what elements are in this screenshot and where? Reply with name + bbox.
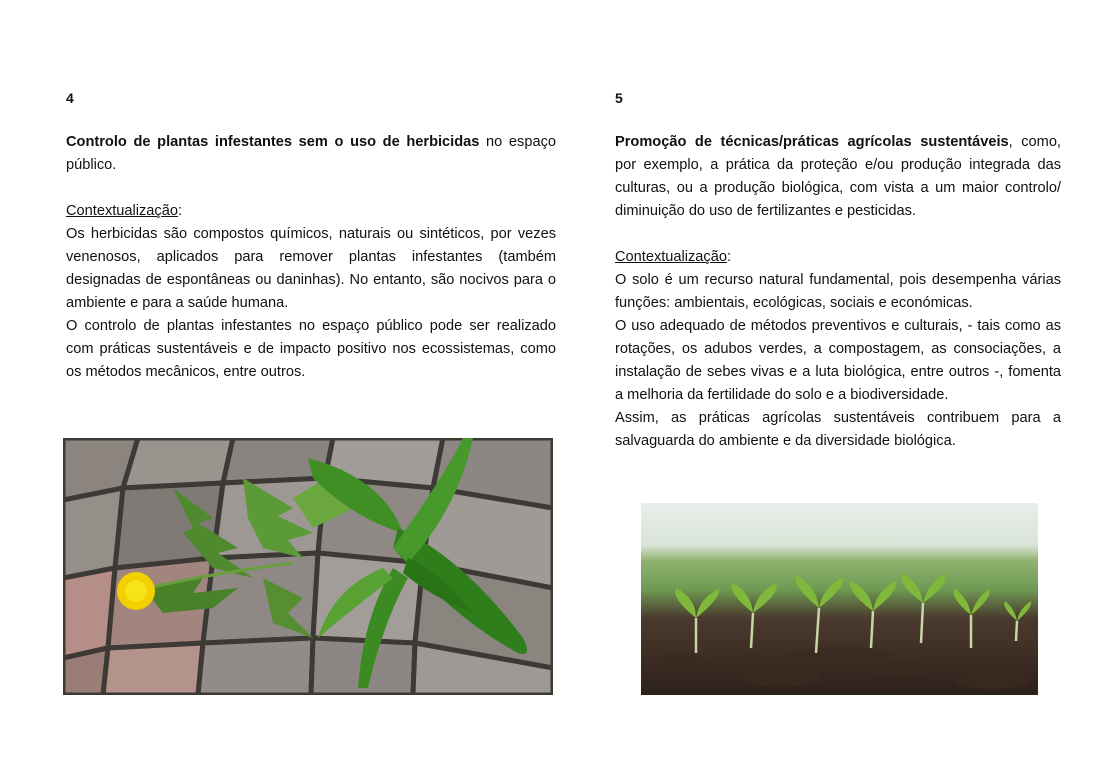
section-5 (615, 88, 1061, 453)
section-title (615, 131, 1061, 223)
section-number: 5 (615, 90, 623, 106)
section-title-bold: Controlo de plantas infestantes sem o uso de herbicidas (66, 134, 480, 150)
section-title-rest: no espaço público. (66, 134, 556, 173)
context-heading (66, 200, 556, 223)
section-number: 4 (66, 90, 74, 106)
context-heading (615, 246, 1061, 269)
dandelion-weed-image (63, 438, 553, 695)
context-paragraph-2: O controlo de plantas infestantes no espaço público pode ser realizado com práticas sustentáveis e de impacto positivo nos ecossistemas, como os métodos mecânicos, entre outros. (66, 318, 556, 380)
dandelion-weed-photo (63, 438, 553, 695)
context-label: Contextualização (615, 249, 727, 265)
seedlings-soil-photo (641, 503, 1038, 695)
context-label: Contextualização (66, 203, 178, 219)
section-title-rest: , como, por exemplo, a prática da proteção e/ou produção integrada das culturas, ou a produção biológica, com vista a um maior controlo/ diminuição do uso de fertilizantes e pesticidas. (615, 134, 1061, 219)
section-4 (66, 88, 556, 384)
context-paragraph-1: Os herbicidas são compostos químicos, naturais ou sintéticos, por vezes venenosos, aplicados para remover plantas infestantes (também designadas de espontâneas ou daninhas). No entanto, são nocivos para o ambiente e para a saúde humana. (66, 226, 556, 311)
context-colon: : (177, 203, 183, 219)
context-paragraph-3: Assim, as práticas agrícolas sustentáveis contribuem para a salvaguarda do ambiente e da diversidade biológica. (615, 410, 1061, 449)
context-paragraph-1: O solo é um recurso natural fundamental, pois desempenha várias funções: ambientais, ecológicas, sociais e económicas. (615, 272, 1061, 311)
section-title-bold: Promoção de técnicas/práticas agrícolas sustentáveis (615, 134, 1009, 150)
context-colon: : (726, 249, 732, 265)
seedlings-soil-image (641, 503, 1038, 695)
context-paragraph-2: O uso adequado de métodos preventivos e culturais, - tais como as rotações, os adubos verdes, a compostagem, as consociações, a instalação de sebes vivas e a luta biológica, entre outros -, fomenta a melhoria da fertilidade do solo e a biodiversidade. (615, 318, 1061, 403)
section-title (66, 131, 556, 177)
